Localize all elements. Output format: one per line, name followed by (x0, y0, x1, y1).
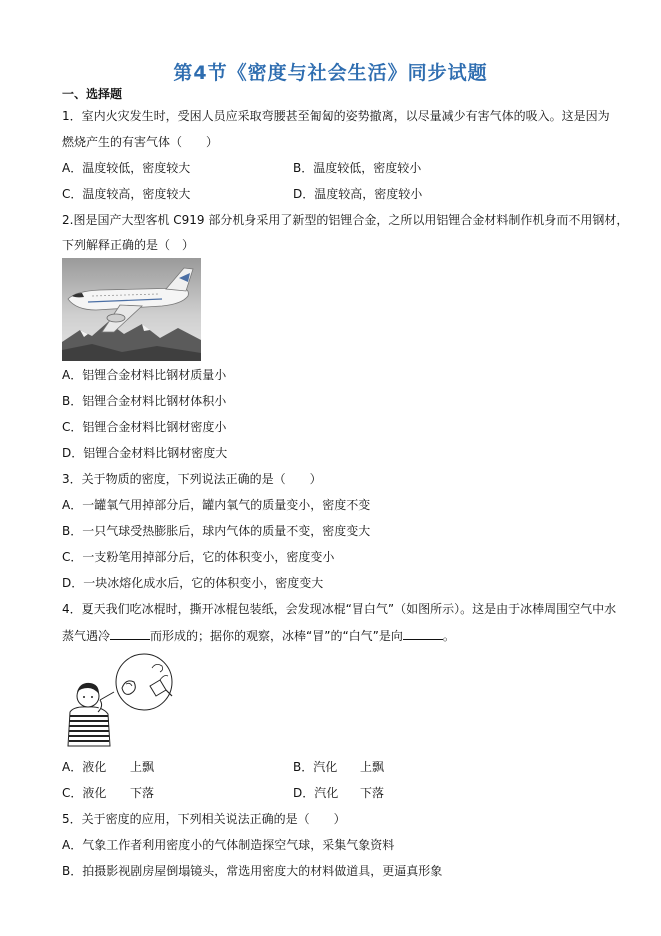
q1-option-d: D．温度较高，密度较小 (293, 187, 423, 201)
q4-stem-line1: 4．夏天我们吃冰棍时，撕开冰棍包装纸，会发现冰棍“冒白气”（如图所示）。这是由于冰棒周围空气中水 (62, 602, 617, 616)
q4-answer-blank-1[interactable] (110, 627, 150, 640)
q4-answer-blank-2[interactable] (403, 627, 443, 640)
q2-option-a: A．铝锂合金材料比钢材质量小 (62, 368, 227, 382)
q3-option-d: D．一块冰熔化成水后，它的体积变小，密度变大 (62, 576, 324, 590)
q4-option-a-label: A．液化 (62, 760, 107, 774)
q1-stem-line2: 燃烧产生的有害气体（ ） (62, 135, 219, 149)
q4-stem-text-b: 而形成的；据你的观察，冰棒“冒”的“白气”是向 (150, 629, 403, 643)
q4-option-a-value: 上飘 (130, 760, 155, 774)
q4-option-d-label: D．汽化 (293, 786, 339, 800)
q1-option-a: A．温度较低，密度较大 (62, 161, 191, 175)
section-heading: 一、选择题 (62, 87, 123, 101)
q4-stem-text-a: 蒸气遇冷 (62, 629, 111, 643)
q4-stem-line2 (62, 627, 455, 644)
q3-option-c: C．一支粉笔用掉部分后，它的体积变小，密度变小 (62, 550, 335, 564)
q1-option-c: C．温度较高，密度较大 (62, 187, 191, 201)
q4-option-c-value: 下落 (130, 786, 155, 800)
q4-option-b-label: B．汽化 (293, 760, 338, 774)
q4-option-d-value: 下落 (360, 786, 385, 800)
page-title: 第4节《密度与社会生活》同步试题 (173, 62, 488, 84)
q4-stem-text-c: 。 (442, 629, 455, 643)
q5-option-a: A．气象工作者利用密度小的气体制造探空气球，采集气象资料 (62, 838, 395, 852)
q5-stem: 5．关于密度的应用，下列相关说法正确的是（ ） (62, 812, 346, 826)
q5-option-b: B．拍摄影视剧房屋倒塌镜头，常选用密度大的材料做道具，更逼真形象 (62, 864, 443, 878)
airplane-photo (62, 258, 201, 361)
boy-eating-popsicle-illustration (64, 650, 194, 750)
q1-option-b: B．温度较低，密度较小 (293, 161, 422, 175)
q3-option-b: B．一只气球受热膨胀后，球内气体的质量不变，密度变大 (62, 524, 371, 538)
q4-option-b-value: 上飘 (360, 760, 385, 774)
q4-option-c-label: C．液化 (62, 786, 107, 800)
q2-stem-line1: 2.图是国产大型客机 C919 部分机身采用了新型的铝锂合金，之所以用铝锂合金材料制作机身而不用钢材， (62, 213, 629, 227)
q3-option-a: A．一罐氧气用掉部分后，罐内氧气的质量变小，密度不变 (62, 498, 371, 512)
q3-stem: 3．关于物质的密度，下列说法正确的是（ ） (62, 472, 322, 486)
q2-option-c: C．铝锂合金材料比钢材密度小 (62, 420, 227, 434)
q2-option-d: D．铝锂合金材料比钢材密度大 (62, 446, 228, 460)
q1-stem-line1: 1．室内火灾发生时，受困人员应采取弯腰甚至匍匐的姿势撤离，以尽量减少有害气体的吸入。这是因为 (62, 109, 610, 123)
q2-stem-line2: 下列解释正确的是（ ） (62, 238, 195, 252)
q2-option-b: B．铝锂合金材料比钢材体积小 (62, 394, 227, 408)
